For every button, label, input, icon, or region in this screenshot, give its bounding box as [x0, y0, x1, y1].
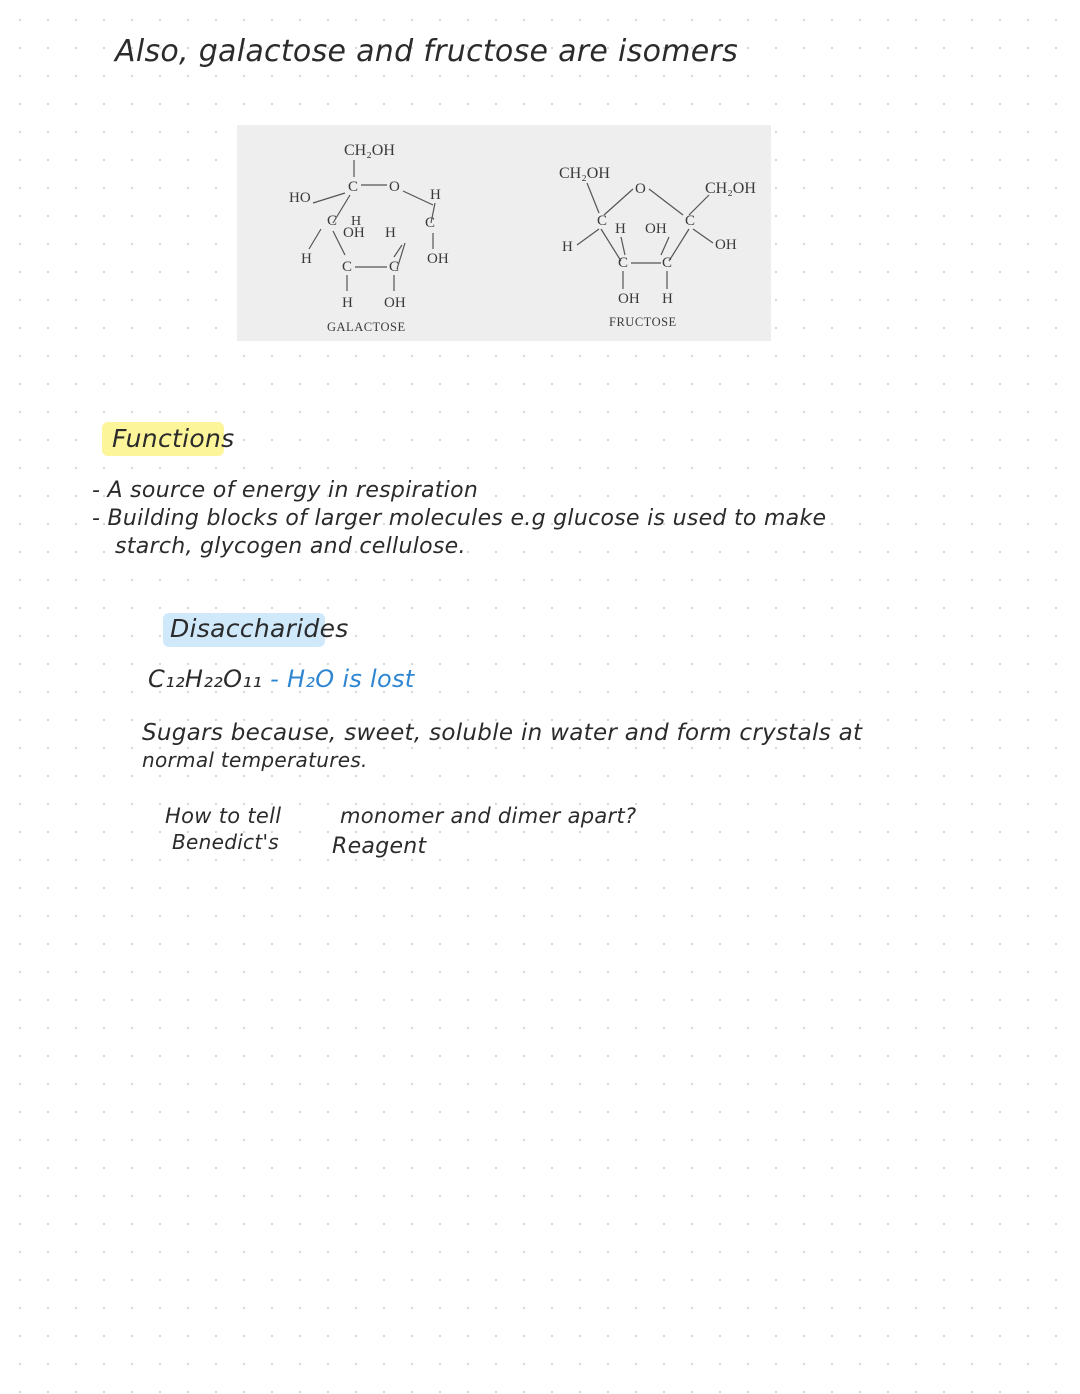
- function-building-blocks: - Building blocks of larger molecules e.g glucose is used to make: [92, 506, 827, 531]
- galactose-h5: H: [342, 295, 353, 311]
- galactose-oh3: OH: [384, 295, 406, 311]
- sugar-structures-figure: [237, 125, 771, 341]
- fructose-ch2oh-left: CH₂OH: [559, 165, 610, 182]
- fructose-c4: C: [662, 255, 673, 271]
- fructose-oh3: OH: [618, 291, 640, 307]
- disaccharides-title: Disaccharides: [170, 614, 349, 643]
- fructose-h2: H: [562, 239, 573, 255]
- galactose-oh2: OH: [427, 251, 449, 267]
- fructose-c3: C: [618, 255, 629, 271]
- fructose-c5: C: [685, 213, 696, 229]
- fructose-structure: [559, 165, 756, 329]
- galactose-c1: C: [348, 179, 359, 195]
- galactose-h2: H: [351, 214, 362, 229]
- reagent-text: Reagent: [332, 834, 427, 859]
- function-polysaccharides: starch, glycogen and cellulose.: [115, 534, 466, 559]
- galactose-c2: C: [327, 213, 338, 229]
- galactose-ho: HO: [289, 190, 311, 206]
- fructose-oh2: OH: [715, 237, 737, 253]
- galactose-c4: C: [389, 259, 400, 275]
- water-lost-note: - H₂O is lost: [270, 665, 415, 693]
- fructose-label: FRUCTOSE: [609, 315, 677, 329]
- structures-diagram: [237, 125, 771, 341]
- galactose-ch2oh: CH₂OH: [344, 142, 395, 159]
- disaccharide-formula-line: [148, 665, 415, 693]
- question-right: monomer and dimer apart?: [340, 804, 637, 828]
- galactose-h4: H: [301, 251, 312, 267]
- fructose-h1: H: [615, 221, 626, 237]
- sugars-description-line1: Sugars because, sweet, soluble in water and form crystals at: [142, 720, 863, 746]
- galactose-h1: H: [430, 187, 441, 203]
- sugars-description-line2: normal temperatures.: [142, 748, 368, 772]
- functions-title: Functions: [112, 424, 235, 453]
- galactose-structure: [289, 142, 449, 334]
- galactose-oh1: OH: [343, 225, 365, 241]
- page-heading: Also, galactose and fructose are isomers: [115, 34, 739, 69]
- function-energy: - A source of energy in respiration: [92, 478, 479, 503]
- galactose-c5: C: [425, 215, 436, 231]
- galactose-c3: C: [342, 259, 353, 275]
- benedicts-text: Benedict's: [172, 830, 280, 854]
- question-left: How to tell: [165, 804, 282, 828]
- fructose-oh1: OH: [645, 221, 667, 237]
- fructose-c2: C: [597, 213, 608, 229]
- fructose-h3: H: [662, 291, 673, 307]
- galactose-h3: H: [385, 225, 396, 241]
- galactose-ring-o: O: [389, 179, 400, 195]
- fructose-ch2oh-right: CH₂OH: [705, 180, 756, 197]
- galactose-label: GALACTOSE: [327, 320, 406, 334]
- fructose-ring-o: O: [635, 181, 646, 197]
- disaccharide-formula: C₁₂H₂₂O₁₁: [148, 665, 263, 693]
